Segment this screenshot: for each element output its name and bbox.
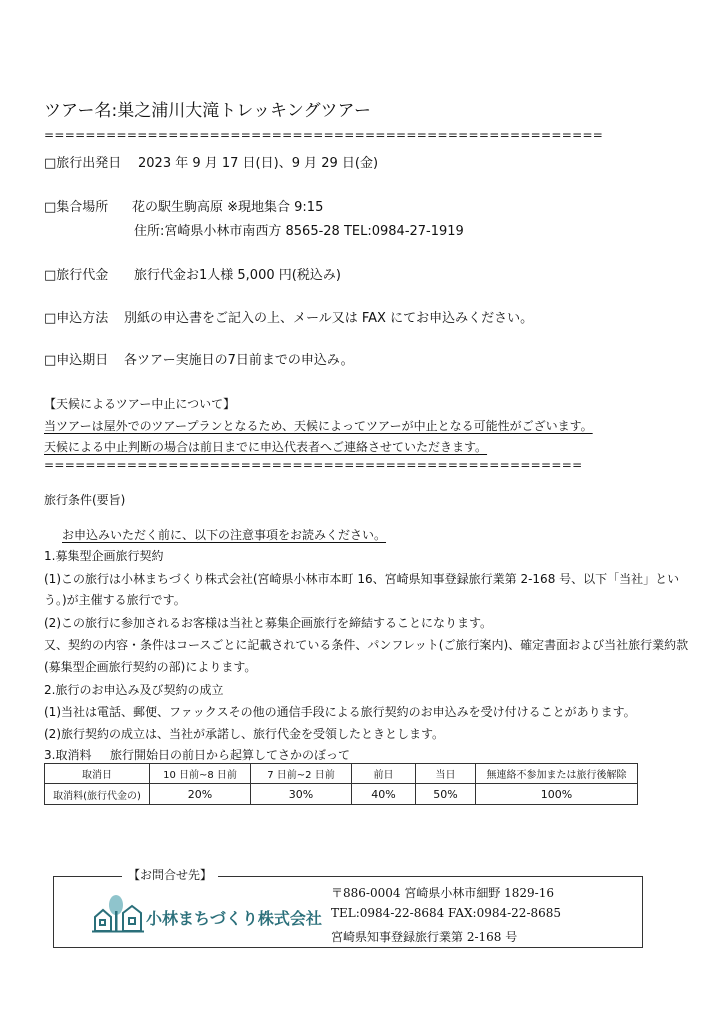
fee-header-row xyxy=(45,764,638,784)
fee-value-cell: 20% xyxy=(150,784,251,805)
section-1-para-1b: う。)が主催する旅行です。 xyxy=(44,593,186,607)
company-name: 小林まちづくり株式会社 xyxy=(146,909,322,928)
section-3-title: 3.取消料 xyxy=(44,748,92,762)
meeting-label: □集合場所 xyxy=(44,200,109,215)
contact-registration: 宮崎県知事登録旅行業第 2-168 号 xyxy=(331,930,518,944)
price-value: 旅行代金お1人様 5,000 円(税込み) xyxy=(134,268,341,283)
conditions-intro: お申込みいただく前に、以下の注意事項をお読みください。 xyxy=(62,528,387,542)
company-logo-icon xyxy=(92,893,144,933)
fee-value-cell: 100% xyxy=(476,784,638,805)
section-1-para-3a: 又、契約の内容・条件はコースごとに記載されている条件、パンフレット(ご旅行案内)、確定書面および当社旅行業約款 xyxy=(44,638,689,652)
departure-label: □旅行出発日 xyxy=(44,156,122,171)
apply-method-value: 別紙の申込書をご記入の上、メール又は FAX にてお申込みください。 xyxy=(124,311,534,326)
section-2-title: 2.旅行のお申込み及び契約の成立 xyxy=(44,683,224,697)
price-label: □旅行代金 xyxy=(44,268,109,283)
fee-header-cell: 前日 xyxy=(352,764,416,784)
section-1-para-2: (2)この旅行に参加されるお客様は当社と募集企画旅行を締結することになります。 xyxy=(44,616,493,630)
fee-header-cell: 当日 xyxy=(416,764,476,784)
section-3-note: 旅行開始日の前日から起算してさかのぼって xyxy=(110,748,351,762)
tour-title: ツアー名:巣之浦川大滝トレッキングツアー xyxy=(44,101,372,121)
contact-address: 〒886-0004 宮崎県小林市細野 1829-16 xyxy=(331,886,554,900)
section-2-para-1: (1)当社は電話、郵便、ファックスその他の通信手段による旅行契約のお申込みを受け付けることがあります。 xyxy=(44,705,636,719)
fee-value-cell: 50% xyxy=(416,784,476,805)
weather-line-2: 天候による中止判断の場合は前日までに申込代表者へご連絡させていただきます。 xyxy=(44,440,488,454)
apply-deadline-label: □申込期日 xyxy=(44,353,109,368)
fee-header-cell: 取消日 xyxy=(45,764,150,784)
separator-top: ====================================================== xyxy=(44,128,604,142)
conditions-heading: 旅行条件(要旨) xyxy=(44,493,126,507)
fee-row-label: 取消料(旅行代金の) xyxy=(45,784,150,805)
meeting-address: 住所:宮崎県小林市南西方 8565-28 TEL:0984-27-1919 xyxy=(134,224,464,239)
weather-line-1: 当ツアーは屋外でのツアープランとなるため、天候によってツアーが中止となる可能性がございます。 xyxy=(44,419,593,433)
fee-header-cell: 無連絡不参加または旅行後解除 xyxy=(476,764,638,784)
fee-value-row xyxy=(45,784,638,805)
contact-phone-fax: TEL:0984-22-8684 FAX:0984-22-8685 xyxy=(331,906,562,920)
contact-label: 【お問合せ先】 xyxy=(122,866,218,883)
fee-value-cell: 40% xyxy=(352,784,416,805)
section-1-para-1a: (1)この旅行は小林まちづくり株式会社(宮崎県小林市本町 16、宮崎県知事登録旅行業第 2-168 号、以下「当社」とい xyxy=(44,572,680,586)
departure-value: 2023 年 9 月 17 日(日)、9 月 29 日(金) xyxy=(138,156,379,171)
cancellation-fee-table xyxy=(44,763,638,805)
section-1-title: 1.募集型企画旅行契約 xyxy=(44,549,164,563)
weather-heading: 【天候によるツアー中止について】 xyxy=(44,397,236,411)
fee-header-cell: 10 日前~8 日前 xyxy=(150,764,251,784)
apply-deadline-value: 各ツアー実施日の7日前までの申込み。 xyxy=(124,353,354,368)
fee-value-cell: 30% xyxy=(251,784,352,805)
section-2-para-2: (2)旅行契約の成立は、当社が承諾し、旅行代金を受領したときとします。 xyxy=(44,727,445,741)
fee-header-cell: 7 日前~2 日前 xyxy=(251,764,352,784)
apply-method-label: □申込方法 xyxy=(44,311,109,326)
meeting-place: 花の駅生駒高原 ※現地集合 9:15 xyxy=(132,200,324,215)
separator-bottom: ==================================================== xyxy=(44,458,583,472)
section-1-para-3b: (募集型企画旅行契約の部)によります。 xyxy=(44,660,257,674)
